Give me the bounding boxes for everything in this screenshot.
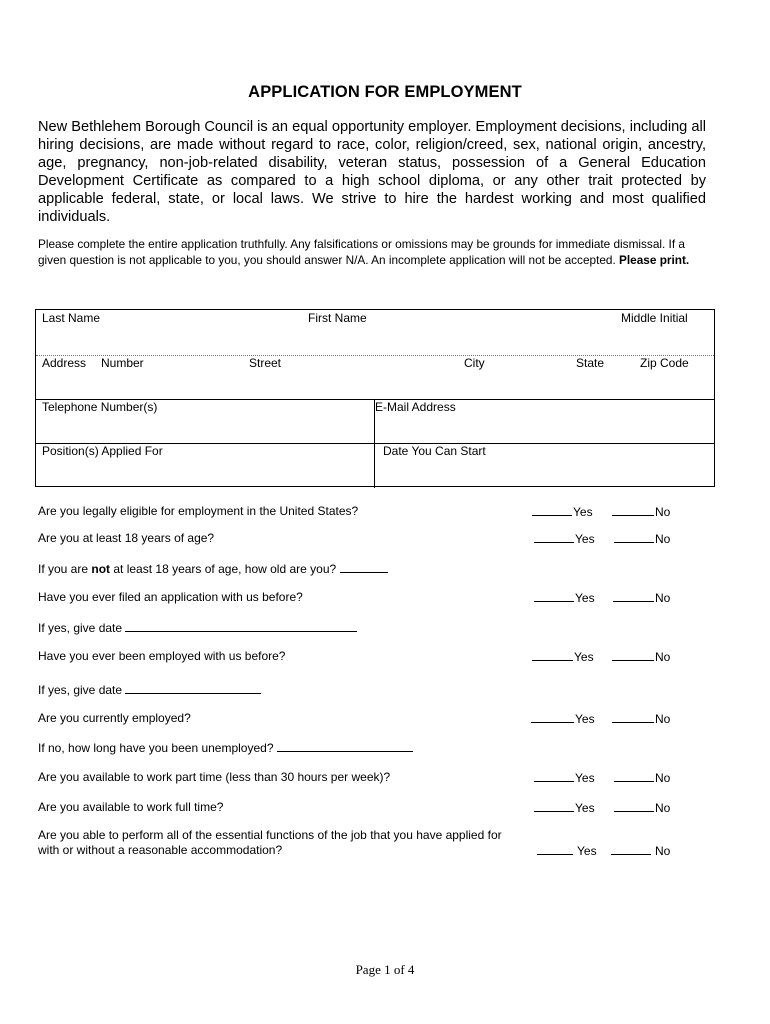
age-if-bold: not: [91, 562, 111, 576]
filed-before-no[interactable]: [613, 590, 670, 605]
question-unemployed-duration: [38, 740, 413, 755]
no-label: No: [655, 771, 671, 785]
form-title: APPLICATION FOR EMPLOYMENT: [248, 83, 522, 101]
no-label: No: [655, 801, 671, 815]
yes-label: Yes: [575, 771, 595, 785]
employed-before-no[interactable]: [612, 649, 670, 664]
middle-initial-field[interactable]: Middle Initial: [621, 311, 688, 325]
question-age18: Are you at least 18 years of age?: [38, 531, 215, 545]
no-label: No: [655, 712, 671, 726]
question-employed-date: [38, 682, 261, 697]
age-if-post: at least 18 years of age, how old are you?: [110, 562, 337, 576]
email-field[interactable]: E-Mail Address: [375, 400, 456, 414]
yes-label: Yes: [575, 712, 595, 726]
yes-label: Yes: [574, 650, 594, 664]
question-essential-line1: Are you able to perform all of the essential functions of the job that you have applied for: [38, 828, 502, 842]
question-filed-before: Have you ever filed an application with us before?: [38, 590, 303, 604]
filed-before-yes[interactable]: [534, 590, 595, 605]
first-name-field[interactable]: First Name: [308, 311, 367, 325]
no-label: No: [655, 844, 671, 858]
positions-field[interactable]: Position(s) Applied For: [42, 444, 163, 458]
essential-yes[interactable]: [537, 843, 597, 858]
question-full-time: Are you available to work full time?: [38, 800, 224, 814]
full-time-yes[interactable]: [534, 800, 595, 815]
city-field[interactable]: City: [464, 356, 485, 370]
essential-no[interactable]: [611, 843, 670, 858]
yes-label: Yes: [577, 844, 597, 858]
question-eligible: Are you legally eligible for employment in the United States?: [38, 504, 359, 518]
eligible-yes[interactable]: [532, 504, 593, 519]
part-time-no[interactable]: [614, 770, 670, 785]
unemployed-duration-blank[interactable]: [277, 740, 413, 752]
unemployed-duration-label: If no, how long have you been unemployed?: [38, 741, 274, 755]
divider-vertical: [374, 443, 375, 488]
filed-date-blank[interactable]: [125, 620, 357, 632]
yes-label: Yes: [575, 591, 595, 605]
part-time-yes[interactable]: [534, 770, 595, 785]
question-employed-before: Have you ever been employed with us before?: [38, 649, 286, 663]
instructions: [38, 237, 706, 268]
employed-date-blank[interactable]: [125, 682, 261, 694]
question-essential-line2: with or without a reasonable accommodation?: [38, 843, 283, 857]
yes-label: Yes: [575, 532, 595, 546]
employed-date-label: If yes, give date: [38, 683, 123, 697]
instructions-emphasis: Please print.: [619, 252, 690, 267]
page-number: Page 1 of 4: [355, 962, 415, 977]
state-field[interactable]: State: [576, 356, 605, 370]
question-filed-date: [38, 620, 357, 635]
age-if-pre: If you are: [38, 562, 92, 576]
eligible-no[interactable]: [612, 504, 670, 519]
address-field[interactable]: Address: [42, 356, 87, 370]
start-date-field[interactable]: Date You Can Start: [383, 444, 486, 458]
currently-employed-no[interactable]: [612, 711, 670, 726]
filed-date-label: If yes, give date: [38, 621, 123, 635]
age18-no[interactable]: [614, 531, 670, 546]
no-label: No: [655, 591, 671, 605]
yes-label: Yes: [573, 505, 593, 519]
currently-employed-yes[interactable]: [531, 711, 595, 726]
yes-label: Yes: [575, 801, 595, 815]
question-currently-employed: Are you currently employed?: [38, 711, 191, 725]
no-label: No: [655, 650, 671, 664]
employed-before-yes[interactable]: [532, 649, 594, 664]
question-part-time: Are you available to work part time (less than 30 hours per week)?: [38, 770, 391, 784]
street-field[interactable]: Street: [249, 356, 282, 370]
personal-info-box: [35, 309, 715, 487]
number-field[interactable]: Number: [101, 356, 144, 370]
zip-code-field[interactable]: Zip Code: [640, 356, 689, 370]
last-name-field[interactable]: Last Name: [42, 311, 101, 325]
instructions-text: Please complete the entire application truthfully. Any falsifications or omissions may be grounds for immediate dismissal. If a given question is not applicable to you, you should answer N/A. An incomplete application will not be accepted.: [38, 237, 685, 267]
question-age-if-not: [38, 561, 388, 576]
no-label: No: [655, 532, 671, 546]
telephone-field[interactable]: Telephone Number(s): [42, 400, 158, 414]
age18-yes[interactable]: [534, 531, 595, 546]
age-blank[interactable]: [340, 561, 388, 573]
eeo-statement: New Bethlehem Borough Council is an equal opportunity employer. Employment decisions, including all hiring decisions, are made without regard to race, color, religion/creed, sex, national origin, ancestry, age, pregnancy, non-job-related disability, veteran status, possession of a General Education Development Certificate as compared to a high school diploma, or any other trait protected by applicable federal, state, or local laws. We strive to hire the hardest working and most qualified individuals.: [38, 119, 706, 225]
full-time-no[interactable]: [614, 800, 670, 815]
no-label: No: [655, 505, 671, 519]
